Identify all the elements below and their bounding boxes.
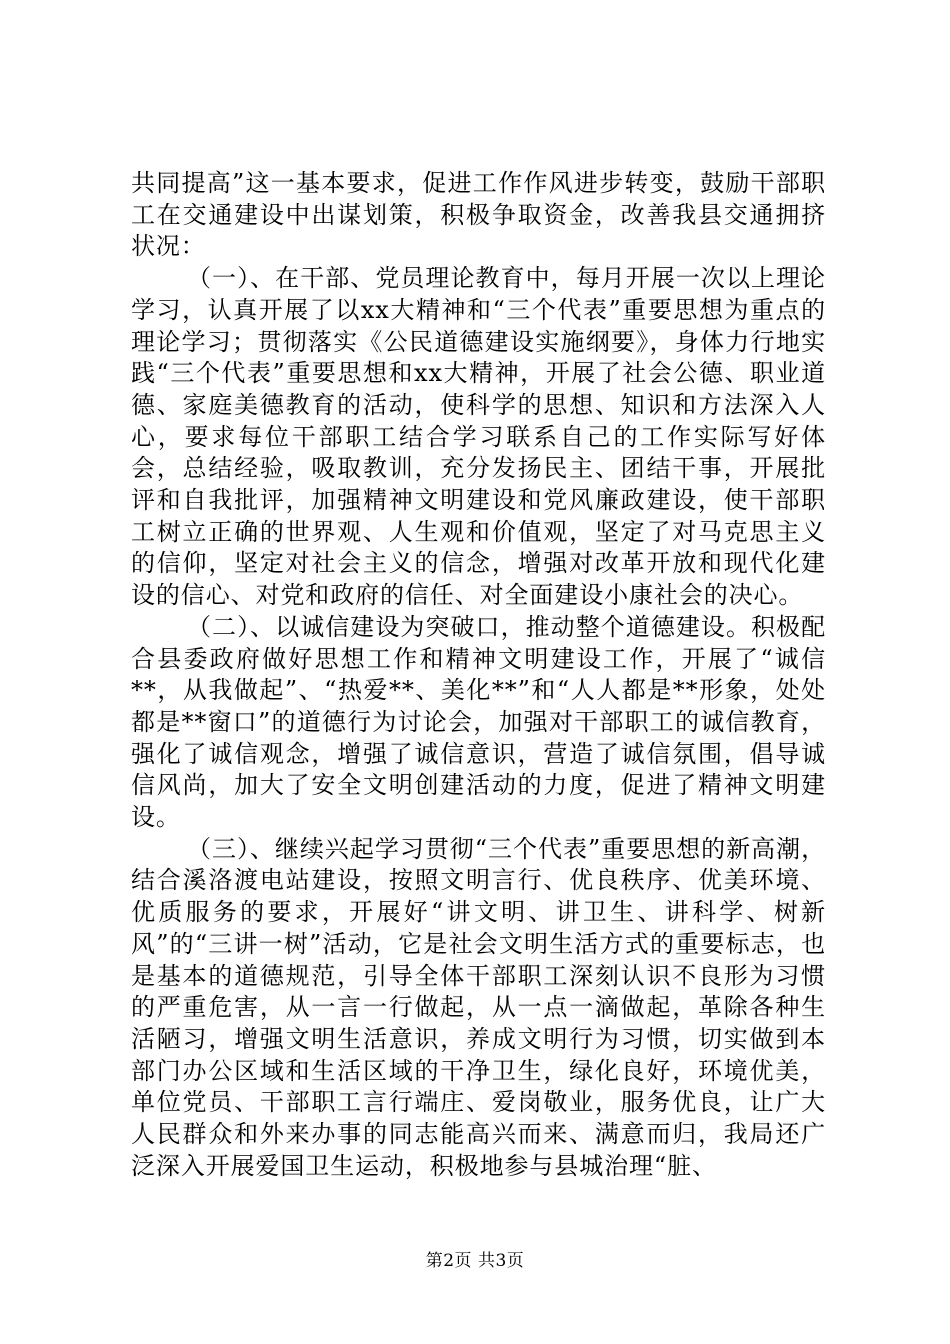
paragraph-section-2: （二）、以诚信建设为突破口，推动整个道德建设。积极配合县委政府做好思想工作和精神文明建设工作，开展了“诚信**，从我做起”、“热爱**、美化**”和“人人都是**形象，处处都是**窗口”的道德行为讨论会，加强对干部职工的诚信教育，强化了诚信观念，增强了诚信意识，营造了诚信氛围，倡导诚信风尚，加大了安全文明创建活动的力度，促进了精神文明建设。 — [131, 612, 826, 832]
paragraph-section-3: （三）、继续兴起学习贯彻“三个代表”重要思想的新高潮，结合溪洛渡电站建设，按照文明言行、优良秩序、优美环境、优质服务的要求，开展好“讲文明、讲卫生、讲科学、树新风”的“三讲一树”活动，它是社会文明生活方式的重要标志，也是基本的道德规范，引导全体干部职工深刻认识不良形为习惯的严重危害，从一言一行做起，从一点一滴做起，革除各种生活陋习，增强文明生活意识，养成文明行为习惯，切实做到本部门办公区域和生活区域的干净卫生，绿化良好，环境优美，单位党员、干部职工言行端庄、爱岗敬业，服务优良，让广大人民群众和外来办事的同志能高兴而来、满意而归，我局还广泛深入开展爱国卫生运动，积极地参与县城治理“脏、 — [131, 834, 826, 1180]
paragraph-section-1: （一）、在干部、党员理论教育中，每月开展一次以上理论学习，认真开展了以xx大精神和“三个代表”重要思想为重点的理论学习；贯彻落实《公民道德建设实施纲要》，身体力行地实践“三个代表”重要思想和xx大精神，开展了社会公德、职业道德、家庭美德教育的活动，使科学的思想、知识和方法深入人心，要求每位干部职工结合学习联系自己的工作实际写好体会，总结经验，吸取教训，充分发扬民主、团结干事，开展批评和自我批评，加强精神文明建设和党风廉政建设，使干部职工树立正确的世界观、人生观和价值观，坚定了对马克思主义的信仰，坚定对社会主义的信念，增强对改革开放和现代化建设的信心、对党和政府的信任、对全面建设小康社会的决心。 — [131, 264, 826, 610]
page-number-footer: 第2页 共3页 — [425, 1251, 525, 1271]
document-body — [131, 168, 826, 1183]
paragraph-continuation: 共同提高”这一基本要求，促进工作作风进步转变，鼓励干部职工在交通建设中出谋划策，积极争取资金，改善我县交通拥挤状况： — [131, 169, 826, 261]
